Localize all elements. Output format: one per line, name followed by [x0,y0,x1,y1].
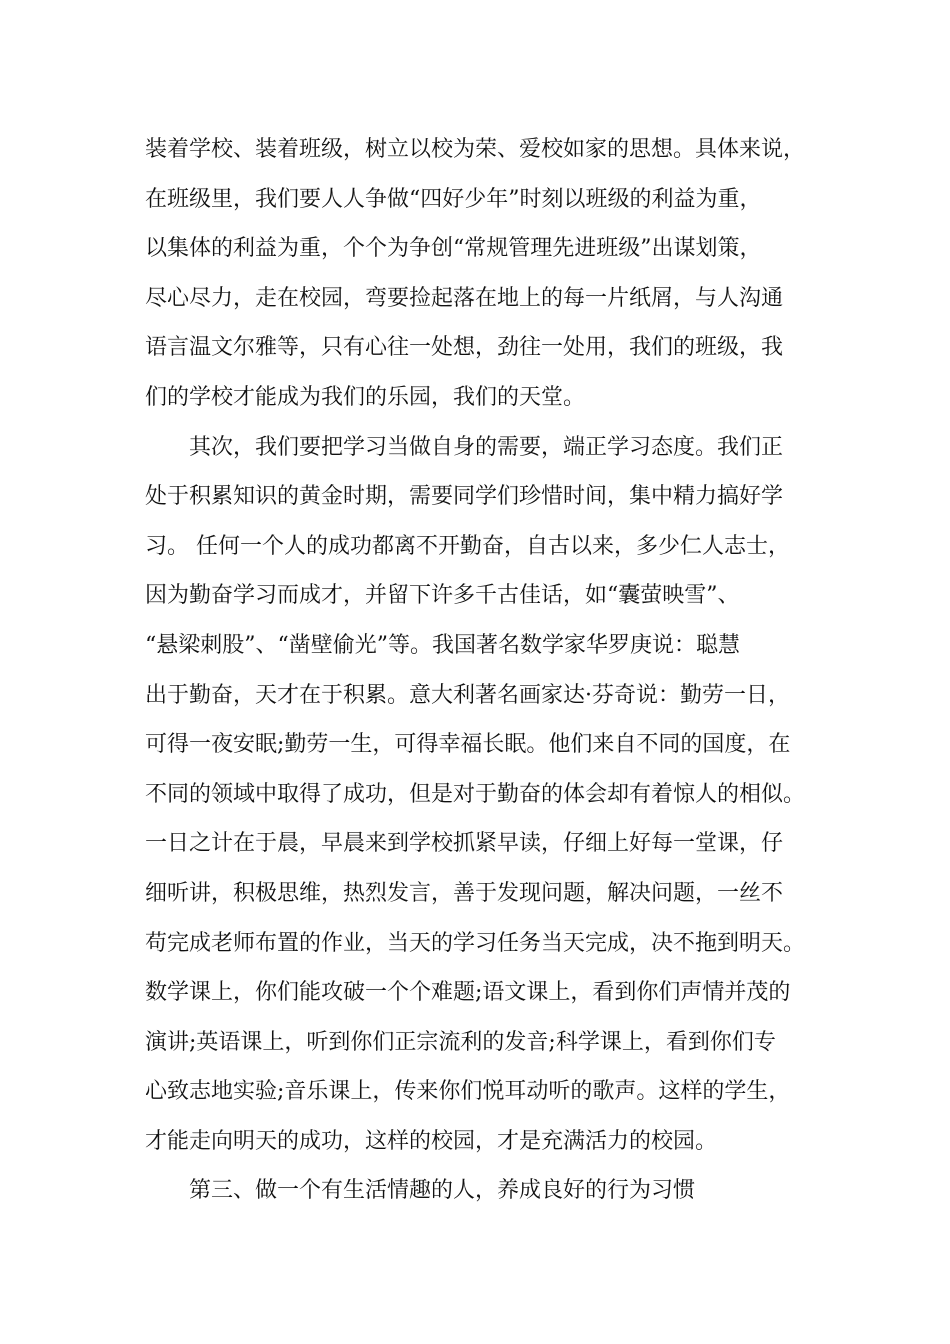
text-line: 装着学校、装着班级，树立以校为荣、爱校如家的思想。具体来说， [145,137,806,162]
text-line: 出于勤奋，天才在于积累。意大利著名画家达·芬奇说：勤劳一日， [145,682,790,708]
text-line: 处于积累知识的黄金时期，需要同学们珍惜时间，集中精力搞好学 [145,484,784,510]
text-line: 因为勤奋学习而成才，并留下许多千古佳话，如“囊萤映雪”、 [145,583,740,609]
text-line: 心致志地实验;音乐课上，传来你们悦耳动听的歌声。这样的学生， [145,1079,791,1105]
text-line: 才能走向明天的成功，这样的校园，才是充满活力的校园。 [145,1128,718,1154]
body-text [145,125,835,1216]
text-line: 细听讲，积极思维，热烈发言，善于发现问题，解决问题，一丝不 [145,880,784,906]
text-line: 可得一夜安眠;勤劳一生，可得幸福长眠。他们来自不同的国度，在 [145,732,791,758]
text-line: 语言温文尔雅等，只有心往一处想，劲往一处用，我们的班级，我 [145,335,784,361]
text-line: 不同的领域中取得了成功，但是对于勤奋的体会却有着惊人的相似。 [145,781,806,807]
text-line: 习。 任何一个人的成功都离不开勤奋，自古以来，多少仁人志士， [145,533,790,559]
text-line: 以集体的利益为重，个个为争创“常规管理先进班级”出谋划策， [145,236,762,262]
text-line: “悬梁刺股”、“凿壁偷光”等。我国著名数学家华罗庚说：聪慧 [145,632,740,658]
text-line: 第三、做一个有生活情趣的人，养成良好的行为习惯 [189,1178,696,1204]
text-line: 数学课上，你们能攻破一个个难题;语文课上，看到你们声情并茂的 [145,980,791,1006]
text-line: 在班级里，我们要人人争做“四好少年”时刻以班级的利益为重， [145,186,762,212]
text-line: 尽心尽力，走在校园，弯要捡起落在地上的每一片纸屑，与人沟通 [145,285,784,311]
text-line: 苟完成老师布置的作业，当天的学习任务当天完成，决不拖到明天。 [145,930,806,956]
text-line: 们的学校才能成为我们的乐园，我们的天堂。 [145,384,586,410]
text-line: 演讲;英语课上，听到你们正宗流利的发音;科学课上，看到你们专 [145,1029,776,1055]
text-line: 一日之计在于晨，早晨来到学校抓紧早读，仔细上好每一堂课，仔 [145,831,784,857]
text-line: 其次，我们要把学习当做自身的需要，端正学习态度。我们正 [189,434,784,460]
